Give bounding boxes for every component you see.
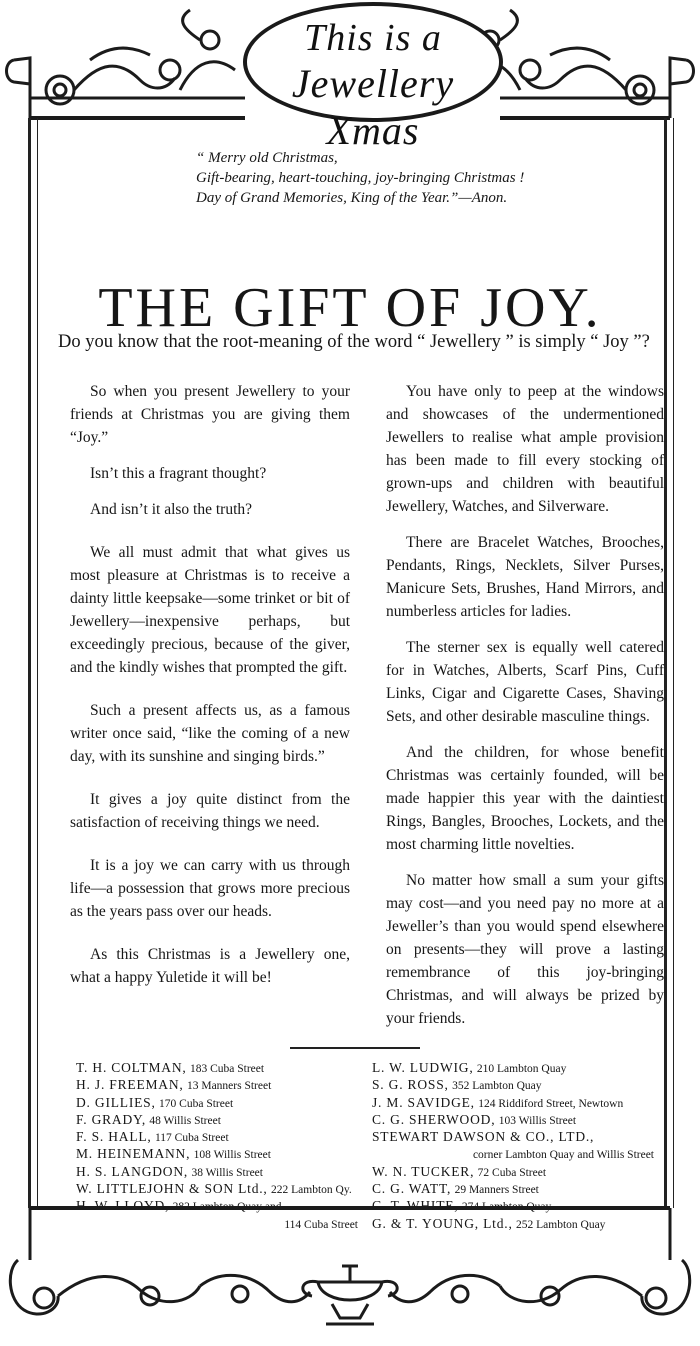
dealer-entry [372,1094,662,1111]
right-column [386,380,664,1043]
dealer-name: D. GILLIES, [76,1094,156,1110]
section-divider [290,1047,420,1049]
dealer-name: G. T. WHITE, [372,1198,459,1214]
ornamental-footer [0,1200,700,1346]
dealer-address: 72 Cuba Street [477,1166,547,1179]
dealer-name: S. G. ROSS, [372,1077,449,1093]
paragraph: So when you present Jewellery to your friends at Christmas you are giving them “Joy.” [70,383,350,446]
dealer-address: 210 Lambton Quay [476,1063,567,1075]
dealer-entry [372,1163,662,1180]
paragraph: Isn’t this a fragrant thought? [90,465,267,482]
paragraph: We all must admit that what gives us most pleasure at Christmas is to receive a dainty little keepsake—some trinket or bit of Jewellery—inexpensive perhaps, but exceedingly precious, because of the giver, and the kindly wishes that prompted the gift. [70,544,350,676]
dealer-entry [372,1128,662,1145]
dealer-address: 13 Manners Street [186,1080,272,1093]
dealer-address: 352 Lambton Quay [452,1080,542,1093]
dealer-entry [76,1128,366,1145]
dealer-entry [76,1163,366,1180]
main-headline: THE GIFT OF JOY. [98,276,602,339]
dealer-address: 117 Cuba Street [154,1132,229,1145]
dealer-name: H. W. LLOYD, [76,1198,170,1214]
dealer-address: 183 Cuba Street [189,1063,265,1075]
dealer-entry [372,1111,662,1128]
dealer-name: C. G. SHERWOOD, [372,1111,496,1127]
dealer-entry [76,1076,366,1093]
dealer-address: 124 Riddiford Street, Newtown [478,1097,624,1110]
quote-line: Day of Grand Memories, King of the Year.”—Anon. [196,190,508,206]
dealer-entry [372,1180,662,1197]
paragraph: And the children, for whose benefit Christmas was certainly founded, will be made happier this year with the daintiest Rings, Bangles, Brooches, Lockets, and the most charming little novelties. [386,744,664,853]
title-oval [243,2,503,153]
dealer-name: C. G. WATT, [372,1181,452,1197]
dealer-name: H. S. LANGDON, [76,1163,189,1179]
paragraph: You have only to peep at the windows and showcases of the undermentioned Jewellers to realise what ample provision has been made to fill every stocking of grown-ups and children with beautiful Jewellery, Watches, and Silverware. [386,383,664,515]
dealer-address: 103 Willis Street [498,1114,577,1127]
dealer-address: 108 Willis Street [193,1149,271,1162]
header-title-line2: Jewellery Xmas [291,61,455,153]
paragraph: As this Christmas is a Jewellery one, what a happy Yuletide it will be! [70,946,350,986]
dealer-name: T. H. COLTMAN, [76,1060,187,1075]
dealer-name: G. & T. YOUNG, Ltd., [372,1215,513,1231]
dealer-name: H. J. FREEMAN, [76,1077,184,1093]
paragraph: It gives a joy quite distinct from the satisfaction of receiving things we need. [70,791,350,831]
dealer-entry [76,1059,366,1076]
ornamental-header [0,0,700,153]
dealer-entry [372,1076,662,1093]
dealer-name: J. M. SAVIDGE, [372,1094,475,1110]
dealer-entry [76,1180,366,1197]
dealer-address: 282 Lambton Quay and [172,1201,282,1214]
dealer-address: 170 Cuba Street [159,1097,234,1110]
dealer-name: F. GRADY, [76,1111,147,1127]
lead-question: Do you know that the root-meaning of the word “ Jewellery ” is simply “ Joy ”? [58,332,650,352]
opening-quote [196,148,616,208]
paragraph: No matter how small a sum your gifts may cost—and you need pay no more at a Jeweller’s than you would spend elsewhere on presents—they will prove a lasting remembrance of this joy-bringing Christmas, and will always be prized by your friends. [386,872,664,1027]
dealer-name: M. HEINEMANN, [76,1146,191,1162]
dealer-entry-continuation [372,1145,662,1162]
dealer-name: STEWART DAWSON & CO., LTD., [372,1129,595,1145]
dealer-address: 114 Cuba Street [284,1218,358,1231]
quote-line: “ Merry old Christmas, [196,150,338,166]
dealer-address: 274 Lambton Quay [461,1201,552,1214]
dealer-name: L. W. LUDWIG, [372,1060,474,1075]
dealer-entry [76,1111,366,1128]
paragraph: And isn’t it also the truth? [90,501,253,518]
dealer-address: 48 Willis Street [149,1114,221,1127]
scrollwork-ornament-bottom [0,1200,700,1346]
dealer-address: 222 Lambton Qy. [271,1184,352,1197]
dealer-name: F. S. HALL, [76,1129,152,1145]
dealer-address: corner Lambton Quay and Willis Street [472,1149,654,1162]
paragraph: There are Bracelet Watches, Brooches, Pendants, Rings, Necklets, Silver Purses, Manicure Sets, Brushes, Hand Mirrors, and numberless articles for ladies. [386,534,664,620]
dealer-name: W. N. TUCKER, [372,1163,475,1179]
dealer-address: 38 Willis Street [191,1166,263,1179]
dealer-address: 29 Manners Street [454,1184,539,1197]
dealer-entry [76,1094,366,1111]
left-column [70,380,350,1002]
dealer-address: 252 Lambton Quay [516,1218,606,1231]
paragraph: It is a joy we can carry with us through life—a possession that grows more precious as the years pass over our heads. [70,857,350,920]
dealer-entry [372,1059,662,1076]
header-title-line1: This is a [304,17,442,59]
dealer-entry [76,1145,366,1162]
paragraph: The sterner sex is equally well catered for in Watches, Alberts, Scarf Pins, Cuff Links, Cigar and Cigarette Cases, Shaving Sets, and other desirable masculine things. [386,639,664,725]
dealer-name: W. LITTLEJOHN & SON Ltd., [76,1181,268,1197]
paragraph: Such a present affects us, as a famous writer once said, “like the coming of a new day, with its sunshine and singing birds.” [70,702,350,765]
quote-line: Gift-bearing, heart-touching, joy-bringing Christmas ! [196,170,525,186]
